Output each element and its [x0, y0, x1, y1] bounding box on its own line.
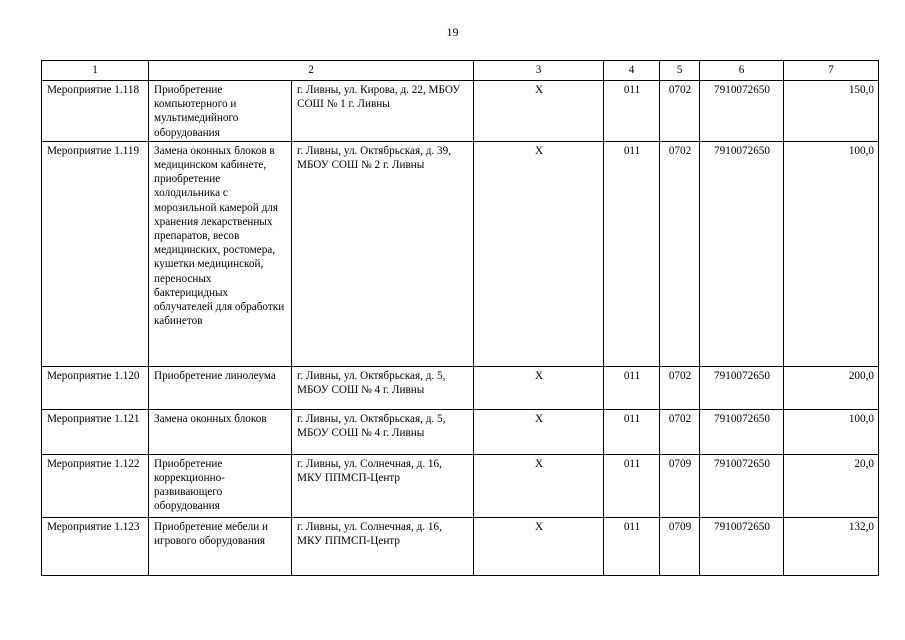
- amount-cell: 150,0: [784, 81, 879, 142]
- code-cell-5: 0709: [660, 454, 700, 517]
- mark-cell: Х: [474, 409, 604, 454]
- code-cell-4: 011: [604, 81, 660, 142]
- mark-cell: Х: [474, 81, 604, 142]
- address-cell: г. Ливны, ул. Октябрьская, д. 5, МБОУ СОШ № 4 г. Ливны: [292, 409, 474, 454]
- mark-cell: Х: [474, 517, 604, 575]
- event-cell: Мероприятие 1.119: [42, 141, 149, 366]
- address-cell: г. Ливны, ул. Солнечная, д. 16, МКУ ППМСП-Центр: [292, 517, 474, 575]
- code-cell-5: 0702: [660, 81, 700, 142]
- header-cell-2: 2: [149, 61, 474, 81]
- description-cell: Приобретение линолеума: [149, 366, 292, 409]
- amount-cell: 132,0: [784, 517, 879, 575]
- event-cell: Мероприятие 1.123: [42, 517, 149, 575]
- amount-cell: 100,0: [784, 141, 879, 366]
- code-cell-5: 0709: [660, 517, 700, 575]
- amount-cell: 100,0: [784, 409, 879, 454]
- event-cell: Мероприятие 1.118: [42, 81, 149, 142]
- code-cell-6: 7910072650: [700, 454, 784, 517]
- code-cell-4: 011: [604, 454, 660, 517]
- page-number: 19: [446, 25, 459, 39]
- amount-cell: 20,0: [784, 454, 879, 517]
- header-cell-7: 7: [784, 61, 879, 81]
- code-cell-4: 011: [604, 517, 660, 575]
- code-cell-6: 7910072650: [700, 517, 784, 575]
- code-cell-5: 0702: [660, 366, 700, 409]
- code-cell-5: 0702: [660, 141, 700, 366]
- mark-cell: Х: [474, 454, 604, 517]
- event-cell: Мероприятие 1.121: [42, 409, 149, 454]
- event-cell: Мероприятие 1.122: [42, 454, 149, 517]
- description-cell: Приобретение мебели и игрового оборудования: [149, 517, 292, 575]
- amount-cell: 200,0: [784, 366, 879, 409]
- header-cell-5: 5: [660, 61, 700, 81]
- address-cell: г. Ливны, ул. Солнечная, д. 16, МКУ ППМСП-Центр: [292, 454, 474, 517]
- description-cell: Замена оконных блоков в медицинском кабинете, приобретение холодильника с морозильной камерой для хранения лекарственных препаратов, весов медицинских, ростомера, кушетки медицинской, переносных бактерицидных облучателей для обработки кабинетов: [149, 141, 292, 366]
- event-cell: Мероприятие 1.120: [42, 366, 149, 409]
- table-row: [42, 81, 879, 142]
- header-cell-4: 4: [604, 61, 660, 81]
- table-header-row: [42, 61, 879, 81]
- code-cell-5: 0702: [660, 409, 700, 454]
- table-row: [42, 454, 879, 517]
- code-cell-6: 7910072650: [700, 81, 784, 142]
- code-cell-6: 7910072650: [700, 409, 784, 454]
- code-cell-4: 011: [604, 366, 660, 409]
- address-cell: г. Ливны, ул. Октябрьская, д. 39, МБОУ СОШ № 2 г. Ливны: [292, 141, 474, 366]
- address-cell: г. Ливны, ул. Кирова, д. 22, МБОУ СОШ № 1 г. Ливны: [292, 81, 474, 142]
- table-row: [42, 141, 879, 366]
- description-cell: Замена оконных блоков: [149, 409, 292, 454]
- budget-table: [41, 60, 879, 576]
- code-cell-6: 7910072650: [700, 141, 784, 366]
- code-cell-4: 011: [604, 409, 660, 454]
- header-cell-1: 1: [42, 61, 149, 81]
- description-cell: Приобретение компьютерного и мультимедийного оборудования: [149, 81, 292, 142]
- description-cell: Приобретение коррекционно-развивающего оборудования: [149, 454, 292, 517]
- code-cell-4: 011: [604, 141, 660, 366]
- address-cell: г. Ливны, ул. Октябрьская, д. 5, МБОУ СОШ № 4 г. Ливны: [292, 366, 474, 409]
- mark-cell: Х: [474, 366, 604, 409]
- table-row: [42, 366, 879, 409]
- mark-cell: Х: [474, 141, 604, 366]
- code-cell-6: 7910072650: [700, 366, 784, 409]
- table-row: [42, 409, 879, 454]
- header-cell-3: 3: [474, 61, 604, 81]
- header-cell-6: 6: [700, 61, 784, 81]
- table-row: [42, 517, 879, 575]
